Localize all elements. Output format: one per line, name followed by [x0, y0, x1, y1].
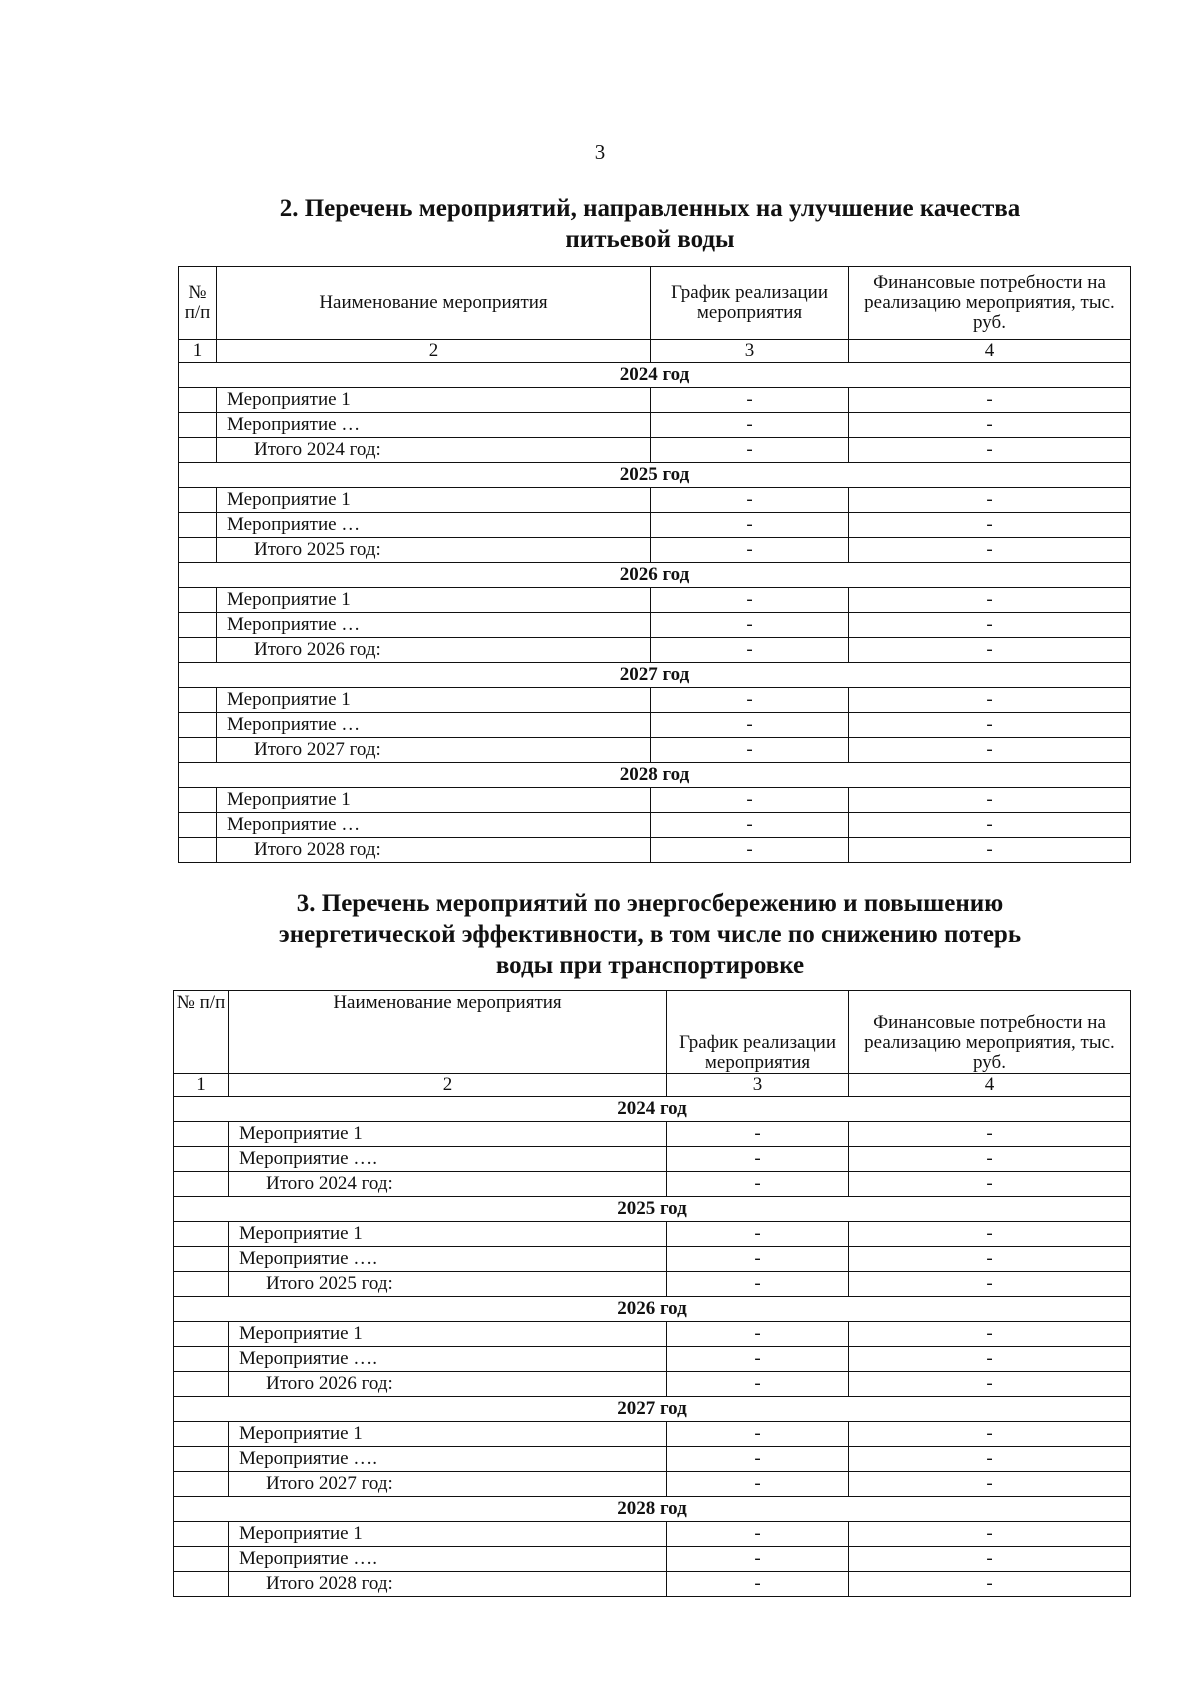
total-finance: - [849, 438, 1131, 463]
year-label: 2028 год [179, 763, 1131, 788]
section-2-title-line: питьевой воды [565, 226, 735, 253]
total-row [174, 1472, 1131, 1497]
finance-value: - [849, 788, 1131, 813]
header-finance: Финансовые потребности на реализацию мероприятия, тыс. руб. [849, 267, 1131, 340]
measure-name: Мероприятие … [217, 613, 651, 638]
year-label: 2027 год [179, 663, 1131, 688]
finance-value: - [849, 1222, 1131, 1247]
table-row [174, 1422, 1131, 1447]
header-name: Наименование мероприятия [217, 267, 651, 340]
total-schedule: - [651, 738, 849, 763]
year-row [179, 563, 1131, 588]
measure-name: Мероприятие 1 [217, 388, 651, 413]
table-row [179, 713, 1131, 738]
table-row [179, 813, 1131, 838]
row-number-cell [174, 1172, 229, 1197]
year-label: 2027 год [174, 1397, 1131, 1422]
measure-name: Мероприятие 1 [229, 1122, 667, 1147]
total-label: Итого 2028 год: [217, 838, 651, 863]
row-number-cell [174, 1147, 229, 1172]
row-number-cell [174, 1572, 229, 1597]
total-label: Итого 2025 год: [217, 538, 651, 563]
column-number: 4 [849, 1074, 1131, 1097]
row-number-cell [174, 1222, 229, 1247]
row-number-cell [174, 1447, 229, 1472]
column-number: 3 [651, 340, 849, 363]
total-label: Итого 2024 год: [217, 438, 651, 463]
total-row [179, 738, 1131, 763]
year-label: 2025 год [179, 463, 1131, 488]
schedule-value: - [667, 1222, 849, 1247]
table-row [174, 1122, 1131, 1147]
section-2-title-line: 2. Перечень мероприятий, направленных на улучшение качества [279, 195, 1021, 222]
schedule-value: - [667, 1347, 849, 1372]
row-number-cell [179, 438, 217, 463]
header-schedule: График реализации мероприятия [667, 991, 849, 1074]
row-number-cell [179, 713, 217, 738]
row-number-cell [179, 738, 217, 763]
measure-name: Мероприятие …. [229, 1447, 667, 1472]
row-number-cell [179, 613, 217, 638]
row-number-cell [174, 1547, 229, 1572]
measure-name: Мероприятие 1 [217, 488, 651, 513]
row-number-cell [179, 538, 217, 563]
finance-value: - [849, 1322, 1131, 1347]
table-row [179, 413, 1131, 438]
table-row [174, 1322, 1131, 1347]
finance-value: - [849, 1547, 1131, 1572]
page-number: 3 [594, 140, 606, 164]
measure-name: Мероприятие 1 [229, 1522, 667, 1547]
column-number: 3 [667, 1074, 849, 1097]
finance-value: - [849, 1347, 1131, 1372]
section-3-title-line: энергетической эффективности, в том числе по снижению потерь [278, 921, 1022, 948]
schedule-value: - [667, 1422, 849, 1447]
table-row [174, 1147, 1131, 1172]
table-row [179, 788, 1131, 813]
finance-value: - [849, 488, 1131, 513]
finance-value: - [849, 1147, 1131, 1172]
total-finance: - [849, 638, 1131, 663]
finance-value: - [849, 1422, 1131, 1447]
year-row [179, 663, 1131, 688]
year-row [179, 363, 1131, 388]
year-row [179, 463, 1131, 488]
row-number-cell [179, 838, 217, 863]
total-finance: - [849, 1272, 1131, 1297]
total-row [174, 1372, 1131, 1397]
year-label: 2026 год [174, 1297, 1131, 1322]
schedule-value: - [667, 1322, 849, 1347]
finance-value: - [849, 588, 1131, 613]
row-number-cell [174, 1372, 229, 1397]
measure-name: Мероприятие …. [229, 1247, 667, 1272]
table-row [174, 1522, 1131, 1547]
section-3-title-line: воды при транспортировке [495, 952, 805, 979]
schedule-value: - [667, 1147, 849, 1172]
column-number: 1 [179, 340, 217, 363]
row-number-cell [174, 1247, 229, 1272]
finance-value: - [849, 813, 1131, 838]
row-number-cell [179, 513, 217, 538]
header-schedule: График реализации мероприятия [651, 267, 849, 340]
row-number-cell [179, 488, 217, 513]
total-schedule: - [651, 838, 849, 863]
total-row [174, 1172, 1131, 1197]
total-schedule: - [667, 1172, 849, 1197]
table-row [179, 688, 1131, 713]
schedule-value: - [667, 1547, 849, 1572]
year-row [174, 1397, 1131, 1422]
row-number-cell [179, 638, 217, 663]
finance-value: - [849, 713, 1131, 738]
finance-value: - [849, 1122, 1131, 1147]
row-number-cell [174, 1422, 229, 1447]
header-row [179, 267, 1131, 340]
measure-name: Мероприятие 1 [229, 1422, 667, 1447]
total-schedule: - [651, 538, 849, 563]
measure-name: Мероприятие … [217, 413, 651, 438]
header-number: № п/п [174, 991, 229, 1074]
column-number-row [179, 340, 1131, 363]
finance-value: - [849, 1522, 1131, 1547]
finance-value: - [849, 1247, 1131, 1272]
schedule-value: - [651, 588, 849, 613]
table-row [174, 1222, 1131, 1247]
total-finance: - [849, 1572, 1131, 1597]
table-row [179, 588, 1131, 613]
schedule-value: - [667, 1122, 849, 1147]
measure-name: Мероприятие 1 [217, 688, 651, 713]
schedule-value: - [651, 813, 849, 838]
year-label: 2025 год [174, 1197, 1131, 1222]
finance-value: - [849, 413, 1131, 438]
header-number: № п/п [179, 267, 217, 340]
row-number-cell [179, 588, 217, 613]
section-2-title [170, 193, 1130, 255]
section-3-title-line: 3. Перечень мероприятий по энергосбережению и повышению [296, 890, 1004, 917]
total-schedule: - [667, 1272, 849, 1297]
year-label: 2026 год [179, 563, 1131, 588]
table-row [174, 1447, 1131, 1472]
column-number: 1 [174, 1074, 229, 1097]
table-row [174, 1247, 1131, 1272]
year-row [174, 1497, 1131, 1522]
measure-name: Мероприятие 1 [229, 1322, 667, 1347]
total-label: Итого 2026 год: [229, 1372, 667, 1397]
total-row [179, 538, 1131, 563]
finance-value: - [849, 1447, 1131, 1472]
row-number-cell [179, 813, 217, 838]
year-label: 2028 год [174, 1497, 1131, 1522]
total-row [179, 838, 1131, 863]
schedule-value: - [651, 713, 849, 738]
total-label: Итого 2026 год: [217, 638, 651, 663]
total-finance: - [849, 538, 1131, 563]
measure-name: Мероприятие 1 [217, 788, 651, 813]
total-label: Итого 2027 год: [229, 1472, 667, 1497]
table-row [179, 488, 1131, 513]
total-label: Итого 2024 год: [229, 1172, 667, 1197]
finance-value: - [849, 613, 1131, 638]
measure-name: Мероприятие …. [229, 1147, 667, 1172]
table-row [179, 513, 1131, 538]
schedule-value: - [667, 1522, 849, 1547]
header-finance: Финансовые потребности на реализацию мероприятия, тыс. руб. [849, 991, 1131, 1074]
total-label: Итого 2027 год: [217, 738, 651, 763]
schedule-value: - [651, 388, 849, 413]
column-number-row [174, 1074, 1131, 1097]
year-row [179, 763, 1131, 788]
table-row [174, 1347, 1131, 1372]
total-finance: - [849, 838, 1131, 863]
total-finance: - [849, 1372, 1131, 1397]
section-3-title [170, 888, 1130, 981]
table-row [179, 388, 1131, 413]
total-schedule: - [667, 1372, 849, 1397]
row-number-cell [174, 1272, 229, 1297]
column-number: 4 [849, 340, 1131, 363]
year-row [174, 1297, 1131, 1322]
year-row [174, 1097, 1131, 1122]
schedule-value: - [667, 1447, 849, 1472]
total-label: Итого 2028 год: [229, 1572, 667, 1597]
year-label: 2024 год [174, 1097, 1131, 1122]
total-finance: - [849, 738, 1131, 763]
row-number-cell [179, 388, 217, 413]
row-number-cell [174, 1472, 229, 1497]
schedule-value: - [651, 788, 849, 813]
column-number: 2 [229, 1074, 667, 1097]
section-3-table [173, 990, 1131, 1597]
row-number-cell [179, 413, 217, 438]
column-number: 2 [217, 340, 651, 363]
row-number-cell [174, 1122, 229, 1147]
total-schedule: - [651, 438, 849, 463]
total-label: Итого 2025 год: [229, 1272, 667, 1297]
schedule-value: - [651, 513, 849, 538]
finance-value: - [849, 388, 1131, 413]
header-row [174, 991, 1131, 1074]
header-name: Наименование мероприятия [229, 991, 667, 1074]
row-number-cell [174, 1322, 229, 1347]
measure-name: Мероприятие … [217, 813, 651, 838]
measure-name: Мероприятие 1 [229, 1222, 667, 1247]
total-row [174, 1572, 1131, 1597]
schedule-value: - [651, 488, 849, 513]
table-row [179, 613, 1131, 638]
schedule-value: - [651, 688, 849, 713]
total-row [179, 638, 1131, 663]
year-label: 2024 год [179, 363, 1131, 388]
measure-name: Мероприятие … [217, 713, 651, 738]
total-finance: - [849, 1172, 1131, 1197]
total-schedule: - [651, 638, 849, 663]
total-schedule: - [667, 1572, 849, 1597]
measure-name: Мероприятие …. [229, 1547, 667, 1572]
row-number-cell [174, 1347, 229, 1372]
finance-value: - [849, 513, 1131, 538]
row-number-cell [179, 788, 217, 813]
total-schedule: - [667, 1472, 849, 1497]
schedule-value: - [667, 1247, 849, 1272]
measure-name: Мероприятие 1 [217, 588, 651, 613]
finance-value: - [849, 688, 1131, 713]
schedule-value: - [651, 613, 849, 638]
measure-name: Мероприятие … [217, 513, 651, 538]
row-number-cell [174, 1522, 229, 1547]
total-finance: - [849, 1472, 1131, 1497]
measure-name: Мероприятие …. [229, 1347, 667, 1372]
total-row [179, 438, 1131, 463]
section-2-table [178, 266, 1131, 863]
year-row [174, 1197, 1131, 1222]
table-row [174, 1547, 1131, 1572]
row-number-cell [179, 688, 217, 713]
total-row [174, 1272, 1131, 1297]
schedule-value: - [651, 413, 849, 438]
